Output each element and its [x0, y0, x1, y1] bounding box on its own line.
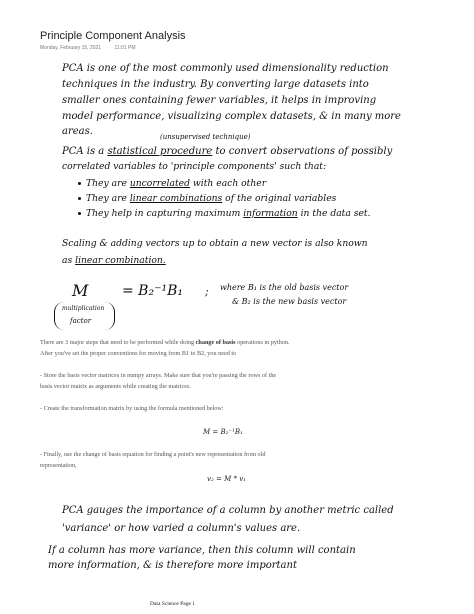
scaling-line-1: Scaling & adding vectors up to obtain a new vector is also known	[62, 238, 368, 249]
bullet-item-1	[78, 179, 266, 188]
intro-line-5: areas.	[62, 126, 93, 137]
bracket-right	[104, 302, 115, 330]
formula-transformation: M = B₂⁻¹B₁	[203, 428, 243, 436]
bullet-text: They are	[86, 193, 130, 204]
scaling-emphasis: linear combination.	[75, 255, 166, 266]
equation-semicolon: ;	[205, 285, 209, 298]
typed-para-2: After you've set the proper conventions for moving from B1 to B2, you need to	[40, 350, 237, 357]
typed-text: operations in python.	[235, 339, 290, 346]
bullet-emphasis: information	[243, 208, 298, 219]
scaling-line-2	[62, 256, 166, 265]
equation-rhs: = B₂⁻¹B₁	[122, 283, 183, 299]
unsupervised-annotation: (unsupervised technique)	[160, 133, 251, 141]
variance-line-3: If a column has more variance, then this column will contain	[48, 545, 356, 556]
typed-step-3a: - Finally, use the change of basis equation for finding a point's new representation from old	[40, 451, 266, 458]
bullet-dot	[78, 182, 81, 185]
bullet-text: They help in capturing maximum	[86, 208, 244, 219]
intro-line-4: model performance, visualizing complex datasets, & in many more	[62, 111, 401, 122]
typed-text: There are 3 major steps that need to be performed while doing	[40, 339, 196, 346]
variance-line-4: more information, & is therefore more important	[48, 560, 297, 571]
def-text-c: to convert observations of possibly	[212, 146, 393, 157]
variance-line-1: PCA gauges the importance of a column by another metric called	[62, 505, 394, 516]
equation-note-1: where B₁ is the old basis vector	[220, 283, 349, 292]
intro-line-1: PCA is one of the most commonly used dimensionality reduction	[62, 63, 389, 74]
bullet-dot	[78, 212, 81, 215]
page-date: Monday, February 15, 2021	[40, 45, 102, 51]
typed-para-1	[40, 339, 290, 346]
intro-line-3: smaller ones containing fewer variables, it helps in improving	[62, 95, 377, 106]
typed-step-3b: representation,	[40, 462, 77, 469]
page-title: Principle Component Analysis	[40, 30, 186, 42]
bullet-text: of the original variables	[222, 193, 337, 204]
typed-step-1b: basis vector matrix as arguments while creating the matrices.	[40, 383, 191, 390]
variance-line-2: 'variance' or how varied a column's values are.	[62, 523, 301, 534]
bullet-emphasis: linear combinations	[129, 193, 223, 204]
bullet-text: with each other	[190, 178, 267, 189]
def-text-a: PCA is a	[62, 146, 108, 157]
multiplication-label: multiplication	[62, 305, 105, 312]
formula-new-representation: v₂ = M * v₁	[207, 475, 246, 483]
intro-line-2: techniques in the industry. By converting large datasets into	[62, 79, 369, 90]
typed-step-2: - Create the transformation matrix by using the formula mentioned below:	[40, 405, 224, 412]
bullet-text: in the data set.	[297, 208, 371, 219]
typed-bold: change of basis	[195, 339, 236, 346]
definition-line-2: correlated variables to 'principle components' such that:	[62, 161, 327, 172]
factor-label: factor	[70, 317, 92, 325]
page-meta	[40, 45, 147, 51]
bullet-item-3	[78, 209, 371, 218]
bullet-dot	[78, 197, 81, 200]
scaling-text: as	[62, 255, 76, 266]
bullet-text: They are	[86, 178, 130, 189]
typed-step-1a: - Store the basis vector matrices in numpy arrays. Make sure that you're passing the rows of the	[40, 372, 277, 379]
page-footer: Data Science Page 1	[150, 601, 196, 607]
definition-line-1	[62, 147, 392, 157]
page-time: 11:01 PM	[114, 45, 136, 51]
def-text-underlined: statistical procedure	[107, 146, 213, 157]
equation-note-2: & B₂ is the new basis vector	[232, 297, 347, 306]
bullet-item-2	[78, 194, 336, 203]
bullet-emphasis: uncorrelated	[129, 178, 190, 189]
equation-m: M	[72, 281, 89, 300]
